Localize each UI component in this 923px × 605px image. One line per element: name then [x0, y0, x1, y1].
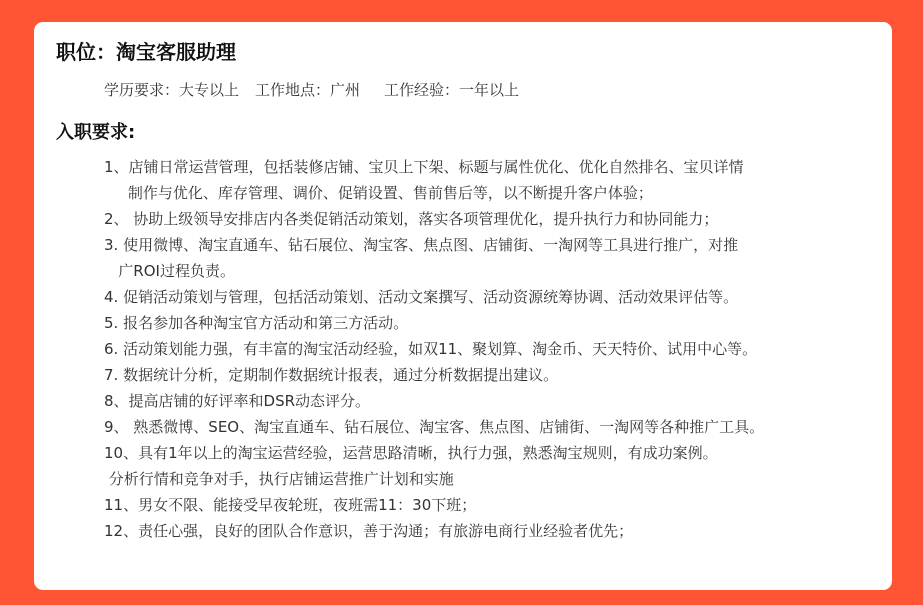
requirement-line: 1、店铺日常运营管理，包括装修店铺、宝贝上下架、标题与属性优化、优化自然排名、宝贝详情	[104, 158, 744, 176]
job-title: 职位：淘宝客服助理	[56, 40, 236, 64]
job-meta	[104, 78, 519, 102]
requirements-heading: 入职要求:	[56, 122, 136, 143]
requirement-line: 广ROI过程负责。	[104, 262, 235, 280]
job-card	[34, 22, 892, 590]
requirement-line: 11、男女不限、能接受早夜轮班，夜班需11：30下班；	[104, 496, 477, 514]
requirement-line: 8、提高店铺的好评率和DSR动态评分。	[104, 392, 371, 410]
requirement-line: 分析行情和竞争对手，执行店铺运营推广计划和实施	[104, 470, 454, 488]
work-location: 工作地点：广州	[255, 81, 361, 99]
requirement-line: 10、具有1年以上的淘宝运营经验，运营思路清晰，执行力强，熟悉淘宝规则，有成功案例。	[104, 444, 718, 462]
requirement-line: 12、责任心强，良好的团队合作意识，善于沟通；有旅游电商行业经验者优先；	[104, 522, 634, 540]
requirement-line: 4. 促销活动策划与管理，包括活动策划、活动文案撰写、活动资源统筹协调、活动效果评估等。	[104, 288, 739, 306]
requirement-line: 5. 报名参加各种淘宝官方活动和第三方活动。	[104, 314, 409, 332]
work-experience: 工作经验：一年以上	[384, 81, 520, 99]
requirement-line: 制作与优化、库存管理、调价、促销设置、售前售后等，以不断提升客户体验；	[104, 184, 653, 202]
requirements-list	[104, 154, 894, 544]
requirement-line: 2、 协助上级领导安排店内各类促销活动策划，落实各项管理优化，提升执行力和协同能力；	[104, 210, 719, 228]
requirement-line: 6. 活动策划能力强，有丰富的淘宝活动经验，如双11、聚划算、淘金币、天天特价、试用中心等。	[104, 340, 758, 358]
requirement-line: 7. 数据统计分析，定期制作数据统计报表，通过分析数据提出建议。	[104, 366, 559, 384]
education-requirement: 学历要求：大专以上	[104, 81, 240, 99]
requirement-line: 3. 使用微博、淘宝直通车、钻石展位、淘宝客、焦点图、店铺街、一淘网等工具进行推广，对推	[104, 236, 739, 254]
requirement-line: 9、 熟悉微博、SEO、淘宝直通车、钻石展位、淘宝客、焦点图、店铺街、一淘网等各种推广工具。	[104, 418, 765, 436]
